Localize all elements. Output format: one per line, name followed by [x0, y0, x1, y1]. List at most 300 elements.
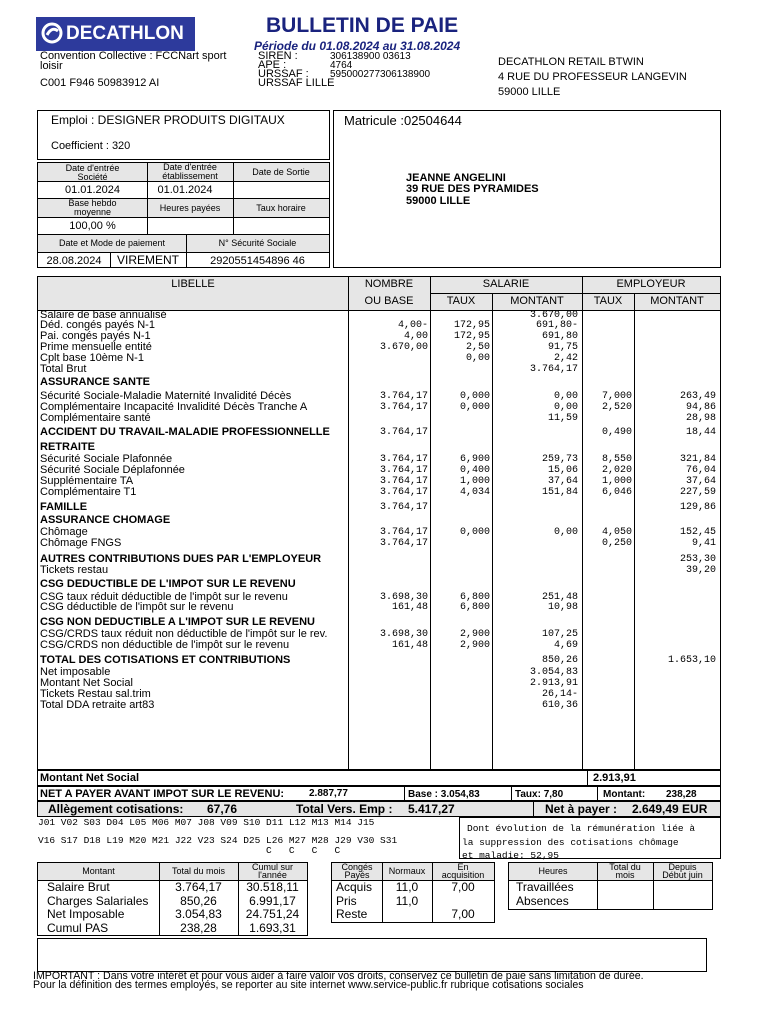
employee-city: 59000 LILLE	[406, 195, 471, 207]
row-value-t	[432, 442, 490, 453]
row-value-t: 1,000	[459, 476, 490, 487]
row-value-t	[432, 502, 490, 513]
row-value-m: 10,98	[547, 602, 578, 613]
h-secu: N° Sécurité Sociale	[186, 235, 329, 252]
row-value-m: 91,75	[547, 342, 578, 353]
row-value-t	[432, 700, 490, 711]
row-value-et	[584, 667, 632, 678]
row-value-em	[636, 331, 716, 342]
row-value-em	[636, 515, 716, 526]
row-value-et	[584, 364, 632, 375]
allegement-value: 67,76	[207, 802, 238, 816]
th-montant-sal: MONTANT	[510, 295, 564, 307]
row-value-t: 172,95	[453, 331, 490, 342]
row-value-em	[636, 602, 716, 613]
urssaf-label: URSSAF :	[258, 68, 309, 80]
h-entree-societe: Date d'entrée Société	[38, 163, 147, 181]
row-value-m	[494, 427, 578, 438]
row-value-et	[584, 629, 632, 640]
row-value-t	[432, 678, 490, 689]
row-value-b: 3.764,17	[379, 487, 428, 498]
heures-cell	[597, 895, 653, 909]
row-value-em: 76,04	[685, 465, 716, 476]
row-value-et	[584, 700, 632, 711]
row-value-b: 3.764,17	[379, 402, 428, 413]
row-value-m: 0,00	[553, 527, 578, 538]
coefficient: Coefficient : 320	[51, 140, 131, 152]
row-value-em: 18,44	[685, 427, 716, 438]
conges-cell: 11,0	[395, 881, 419, 894]
row-value-t	[432, 538, 490, 549]
row-value-m: 259,73	[541, 454, 578, 465]
v-base: 100,00 %	[69, 220, 116, 232]
row-label: CSG/CRDS taux réduit non déductible de l'impôt sur le rev.	[40, 628, 328, 640]
row-value-b: 161,48	[391, 640, 428, 651]
row-value-t	[432, 413, 490, 424]
row-value-t	[432, 617, 490, 628]
row-value-b	[350, 617, 428, 628]
row-value-em	[636, 377, 716, 388]
v-sortie	[233, 182, 329, 198]
conges-cell	[382, 908, 432, 922]
row-value-m: 4,69	[553, 640, 578, 651]
row-value-b	[350, 700, 428, 711]
row-value-b: 3.670,00	[379, 342, 428, 353]
row-value-m	[494, 377, 578, 388]
row-label: Supplémentaire TA	[40, 475, 134, 487]
row-value-em: 1.653,10	[667, 655, 716, 666]
th-libelle: LIBELLE	[171, 278, 215, 290]
row-value-et	[584, 678, 632, 689]
row-value-b: 3.764,17	[379, 502, 428, 513]
conges-h-3: En acquisition	[432, 863, 494, 880]
impot-montant-label: Montant:	[603, 789, 646, 800]
row-value-em	[636, 320, 716, 331]
calendar-line-3: C C C C	[38, 845, 341, 856]
row-label: AUTRES CONTRIBUTIONS DUES PAR L'EMPLOYEUR	[40, 553, 322, 565]
h-taux: Taux horaire	[233, 199, 329, 217]
conges-h-1: Congés Payés	[332, 863, 382, 880]
employee-name: JEANNE ANGELINI	[406, 172, 506, 184]
row-value-b: 3.764,17	[379, 454, 428, 465]
row-label: TOTAL DES COTISATIONS ET CONTRIBUTIONS	[40, 654, 291, 666]
company-city: 59000 LILLE	[498, 86, 561, 98]
row-value-b: 3.764,17	[379, 391, 428, 402]
cumul-cell: 6.991,17	[249, 894, 296, 908]
row-value-t: 0,400	[459, 465, 490, 476]
urssaf-city: URSSAF LILLE	[258, 77, 335, 89]
row-value-b	[350, 689, 428, 700]
row-value-b: 4,00-	[397, 320, 428, 331]
cumul-cell: 3.764,17	[175, 881, 222, 894]
calendar-line-1: J01 V02 S03 D04 L05 M06 M07 J08 V09 S10 D11 L12 M13 M14 J15	[38, 817, 375, 828]
row-value-m: 691,80-	[535, 320, 578, 331]
calendar-line-2: V16 S17 D18 L19 M20 M21 J22 V23 S24 D25 L26 M27 M28 J29 V30 S31	[38, 835, 398, 846]
siren-label: SIREN :	[258, 50, 298, 62]
cumul-cell: Net Imposable	[47, 908, 125, 921]
row-label: Chômage FNGS	[40, 537, 122, 549]
siren-value: 306138900 03613	[330, 51, 411, 62]
row-value-b: 3.698,30	[379, 592, 428, 603]
row-value-m: 37,64	[547, 476, 578, 487]
employee-street: 39 RUE DES PYRAMIDES	[406, 183, 539, 195]
cumul-cell: 24.751,24	[245, 908, 300, 921]
row-value-em: 263,49	[679, 391, 716, 402]
row-value-t: 6,800	[459, 592, 490, 603]
row-value-em	[636, 700, 716, 711]
row-label: Déd. congés payés N-1	[40, 319, 155, 331]
row-label: Sécurité Sociale-Maladie Maternité Invalidité Décès	[40, 390, 292, 402]
row-value-et: 6,046	[601, 487, 632, 498]
job-title: Emploi : DESIGNER PRODUITS DIGITAUX	[51, 113, 285, 127]
row-value-em: 129,86	[679, 502, 716, 513]
row-value-et: 0,490	[601, 427, 632, 438]
row-value-m	[494, 565, 578, 576]
ape-value: 4764	[330, 60, 353, 71]
row-value-m	[494, 538, 578, 549]
row-value-m: 2.913,91	[529, 678, 578, 689]
heures-cell: Travaillées	[516, 881, 574, 894]
h-entree-etab: Date d'entrée établissement	[147, 163, 233, 181]
row-value-b: 161,48	[391, 602, 428, 613]
convention: Convention Collective : FCCNart sport	[40, 50, 227, 62]
row-value-et	[584, 617, 632, 628]
row-label: Complémentaire santé	[40, 412, 151, 424]
row-value-b	[350, 442, 428, 453]
row-label: Complémentaire Incapacité Invalidité Décès Tranche A	[40, 401, 308, 413]
footer-line-2: Pour la définition des termes employés, se reporter au site internet www.service-public.fr rubrique cotisations sociales	[33, 979, 584, 991]
page-title: BULLETIN DE PAIE	[266, 14, 459, 37]
row-value-et: 8,550	[601, 454, 632, 465]
h-base: Base hebdo moyenne	[38, 199, 147, 217]
heures-cell: Absences	[516, 894, 569, 908]
row-value-et: 0,250	[601, 538, 632, 549]
row-value-em	[636, 629, 716, 640]
row-value-b	[350, 364, 428, 375]
row-value-et: 2,520	[601, 402, 632, 413]
heures-h-2: Total du mois	[597, 863, 653, 880]
net-social-label: Montant Net Social	[40, 772, 140, 784]
row-value-t	[432, 689, 490, 700]
row-value-em	[636, 667, 716, 678]
row-label: ACCIDENT DU TRAVAIL-MALADIE PROFESSIONNELLE	[40, 426, 330, 438]
note-line-3: et maladie: 52,95	[462, 850, 559, 861]
heures-cell	[653, 881, 712, 895]
matricule: Matricule :02504644	[344, 113, 462, 128]
footer-line-1: IMPORTANT : Dans votre intérêt et pour vous aider à faire valoir vos droits, conservez ce bulletin de paie sans limitation de durée.	[33, 970, 644, 982]
row-value-em	[636, 579, 716, 590]
row-label: Total Brut	[40, 363, 87, 375]
row-value-t	[432, 364, 490, 375]
row-value-et	[584, 640, 632, 651]
row-value-et: 4,050	[601, 527, 632, 538]
row-value-m	[494, 554, 578, 565]
row-value-et	[584, 331, 632, 342]
row-value-em: 321,84	[679, 454, 716, 465]
net-social-value: 2.913,91	[593, 772, 636, 784]
cumul-cell: 30.518,11	[246, 881, 299, 894]
th-employeur: EMPLOYEUR	[616, 278, 686, 290]
row-label: Total DDA retraite art83	[40, 699, 155, 711]
impot-value: 2.887,77	[309, 788, 348, 799]
row-value-em: 37,64	[685, 476, 716, 487]
row-value-t	[432, 554, 490, 565]
row-value-et	[584, 413, 632, 424]
row-value-et	[584, 689, 632, 700]
row-value-m: 3.670,00	[529, 310, 578, 321]
row-value-t	[432, 655, 490, 666]
company-name: DECATHLON RETAIL BTWIN	[498, 56, 644, 68]
row-value-em	[636, 442, 716, 453]
row-value-et	[584, 579, 632, 590]
row-value-b	[350, 353, 428, 364]
row-value-b: 3.698,30	[379, 629, 428, 640]
row-value-b	[350, 377, 428, 388]
row-label: Tickets restau	[40, 564, 109, 576]
row-value-et	[584, 502, 632, 513]
conges-cell: Acquis	[336, 881, 373, 894]
row-value-et	[584, 565, 632, 576]
company-street: 4 RUE DU PROFESSEUR LANGEVIN	[498, 71, 687, 83]
row-value-em: 94,86	[685, 402, 716, 413]
row-value-t: 0,000	[459, 527, 490, 538]
row-value-m	[494, 442, 578, 453]
net-a-payer-label: Net à payer :	[545, 802, 618, 816]
row-label: RETRAITE	[40, 441, 95, 453]
row-label: FAMILLE	[40, 501, 88, 513]
row-value-em: 253,30	[679, 554, 716, 565]
cumul-h-montant: Montant	[38, 863, 159, 880]
row-value-em: 152,45	[679, 527, 716, 538]
row-value-et	[584, 655, 632, 666]
row-value-em: 39,20	[685, 565, 716, 576]
h-date-mode: Date et Mode de paiement	[38, 235, 186, 252]
th-ou-base: OU BASE	[364, 295, 414, 307]
row-value-em	[636, 342, 716, 353]
cumul-cell: 1.693,31	[249, 921, 296, 935]
row-value-em	[636, 689, 716, 700]
row-value-t	[432, 579, 490, 590]
row-label: Sécurité Sociale Plafonnée	[40, 453, 173, 465]
cumul-h-cumul: Cumul sur l'année	[238, 863, 307, 880]
conges-cell: Reste	[336, 908, 368, 921]
row-value-b: 3.764,17	[379, 427, 428, 438]
row-value-t: 4,034	[459, 487, 490, 498]
row-value-m	[494, 617, 578, 628]
row-value-et: 2,020	[601, 465, 632, 476]
row-value-et	[584, 602, 632, 613]
ape-label: APE :	[258, 59, 287, 71]
row-value-et: 7,000	[601, 391, 632, 402]
row-value-m: 151,84	[541, 487, 578, 498]
convention-2: loisir	[40, 60, 63, 72]
row-value-m: 3.054,83	[529, 667, 578, 678]
row-value-et	[584, 442, 632, 453]
cumul-cell: 850,26	[180, 894, 217, 908]
row-value-b	[350, 515, 428, 526]
impot-montant: 238,28	[666, 789, 697, 800]
row-value-b: 3.764,17	[379, 465, 428, 476]
row-label: Cplt base 10ème N-1	[40, 352, 144, 364]
row-value-t: 2,900	[459, 629, 490, 640]
impot-taux: Taux: 7,80	[515, 789, 564, 800]
row-value-et	[584, 377, 632, 388]
row-label: Tickets Restau sal.trim	[40, 688, 151, 700]
row-value-t	[432, 667, 490, 678]
row-value-b: 4,00	[403, 331, 428, 342]
impot-base: Base : 3.054,83	[408, 789, 480, 800]
row-value-m	[494, 502, 578, 513]
row-label: CSG déductible de l'impôt sur le revenu	[40, 601, 234, 613]
v-secu: 2920551454896 46	[210, 255, 305, 267]
v-date: 28.08.2024	[46, 255, 102, 267]
row-label: Pai. congés payés N-1	[40, 330, 151, 342]
row-value-t	[432, 377, 490, 388]
h-sortie: Date de Sortie	[233, 163, 329, 181]
conges-cell: 7,00	[451, 881, 475, 894]
allegement-label: Allègement cotisations:	[48, 802, 184, 816]
v-entree-societe: 01.01.2024	[64, 184, 121, 196]
logo-text: DECATHLON	[66, 23, 184, 44]
urssaf-value: 595000277306138900	[330, 69, 431, 80]
row-value-m: 107,25	[541, 629, 578, 640]
h-heures: Heures payées	[147, 199, 233, 217]
note-line-1: Dont évolution de la rémunération liée à	[467, 823, 696, 834]
row-value-m	[494, 515, 578, 526]
row-value-et	[584, 320, 632, 331]
row-value-et	[584, 342, 632, 353]
cumul-cell: Salaire Brut	[47, 881, 110, 894]
row-label: Net imposable	[40, 666, 111, 678]
row-label: Sécurité Sociale Déplafonnée	[40, 464, 185, 476]
company-address	[498, 55, 687, 100]
row-value-em: 227,59	[679, 487, 716, 498]
total-vers-value: 5.417,27	[408, 802, 455, 816]
row-value-b	[350, 579, 428, 590]
row-value-t: 2,50	[465, 342, 490, 353]
conges-cell: 11,0	[395, 894, 419, 908]
row-value-m: 11,59	[547, 413, 578, 424]
row-value-t: 172,95	[453, 320, 490, 331]
row-value-m: 2,42	[553, 353, 578, 364]
cumul-cell: Cumul PAS	[47, 921, 109, 935]
row-value-m: 0,00	[553, 391, 578, 402]
row-value-em: 28,98	[685, 413, 716, 424]
row-value-b	[350, 565, 428, 576]
th-nombre: NOMBRE	[364, 278, 414, 290]
row-value-t: 2,900	[459, 640, 490, 651]
row-value-b	[350, 655, 428, 666]
row-value-m: 251,48	[541, 592, 578, 603]
row-value-t: 6,900	[459, 454, 490, 465]
row-value-b: 3.764,17	[379, 476, 428, 487]
row-value-b	[350, 678, 428, 689]
v-entree-etab: 01.01.2024	[157, 184, 213, 196]
decathlon-logo	[36, 17, 195, 51]
row-value-b	[350, 554, 428, 565]
conges-cell: Pris	[336, 894, 357, 908]
net-a-payer-value: 2.649,49 EUR	[632, 802, 708, 816]
conges-cell: 7,00	[451, 908, 475, 921]
impot-label: NET A PAYER AVANT IMPOT SUR LE REVENU:	[40, 788, 285, 800]
row-value-m: 3.764,17	[529, 364, 578, 375]
row-value-et	[584, 515, 632, 526]
row-value-t: 6,800	[459, 602, 490, 613]
th-taux-sal: TAUX	[446, 295, 476, 307]
row-label: Chômage	[40, 526, 88, 538]
row-value-em	[636, 678, 716, 689]
row-label: CSG/CRDS non déductible de l'impôt sur le revenu	[40, 639, 290, 651]
row-value-t	[432, 427, 490, 438]
row-value-et: 1,000	[601, 476, 632, 487]
cumul-h-total: Total du mois	[159, 863, 238, 880]
row-value-t: 0,00	[465, 353, 490, 364]
row-value-em	[636, 617, 716, 628]
row-value-em	[636, 640, 716, 651]
v-mode: VIREMENT	[116, 253, 179, 267]
period: Période du 01.08.2024 au 31.08.2024	[254, 39, 461, 53]
row-label: Complémentaire T1	[40, 486, 137, 498]
row-value-t	[432, 565, 490, 576]
note-line-2: la suppression des cotisations chômage	[462, 837, 679, 848]
employer-code: C001 F946 50983912 AI	[40, 77, 160, 89]
row-label: ASSURANCE CHOMAGE	[40, 514, 171, 526]
row-label: Salaire de base annualisé	[40, 309, 167, 321]
cumul-cell: 3.054,83	[175, 908, 222, 921]
row-value-em	[636, 364, 716, 375]
row-label: CSG NON DEDUCTIBLE A L'IMPOT SUR LE REVENU	[40, 616, 315, 628]
row-value-b	[350, 667, 428, 678]
conges-h-2: Normaux	[382, 863, 432, 880]
th-taux-emp: TAUX	[593, 295, 623, 307]
row-value-m	[494, 579, 578, 590]
row-value-b	[350, 413, 428, 424]
heures-cell	[653, 895, 712, 909]
footer-box	[37, 938, 707, 972]
row-value-m: 26,14-	[541, 689, 578, 700]
heures-h-1: Heures	[509, 863, 597, 880]
row-value-t	[432, 515, 490, 526]
row-value-t: 0,000	[459, 391, 490, 402]
row-value-m: 691,80	[541, 331, 578, 342]
row-value-t: 0,000	[459, 402, 490, 413]
row-value-m: 0,00	[553, 402, 578, 413]
row-label: ASSURANCE SANTE	[40, 376, 151, 388]
heures-cell	[597, 881, 653, 895]
row-value-et	[584, 353, 632, 364]
row-value-et	[584, 554, 632, 565]
row-value-b: 3.764,17	[379, 538, 428, 549]
row-value-m: 610,36	[541, 700, 578, 711]
row-value-em	[636, 353, 716, 364]
cumul-cell: 238,28	[180, 921, 217, 935]
heures-h-3: Depuis Début juin	[653, 863, 712, 880]
cumul-cell: Charges Salariales	[47, 894, 149, 908]
total-vers-label: Total Vers. Emp :	[296, 802, 393, 816]
row-value-b: 3.764,17	[379, 527, 428, 538]
row-label: Prime mensuelle entité	[40, 341, 152, 353]
row-value-m: 15,06	[547, 465, 578, 476]
logo-icon	[41, 22, 63, 44]
th-montant-emp: MONTANT	[650, 295, 704, 307]
conges-cell	[432, 895, 494, 909]
row-label: Montant Net Social	[40, 677, 133, 689]
row-value-m: 850,26	[541, 655, 578, 666]
row-label: CSG taux réduit déductible de l'impôt sur le revenu	[40, 591, 288, 603]
row-value-em: 9,41	[691, 538, 716, 549]
row-label: CSG DEDUCTIBLE DE L'IMPOT SUR LE REVENU	[40, 578, 296, 590]
th-salarie: SALARIE	[482, 278, 530, 290]
